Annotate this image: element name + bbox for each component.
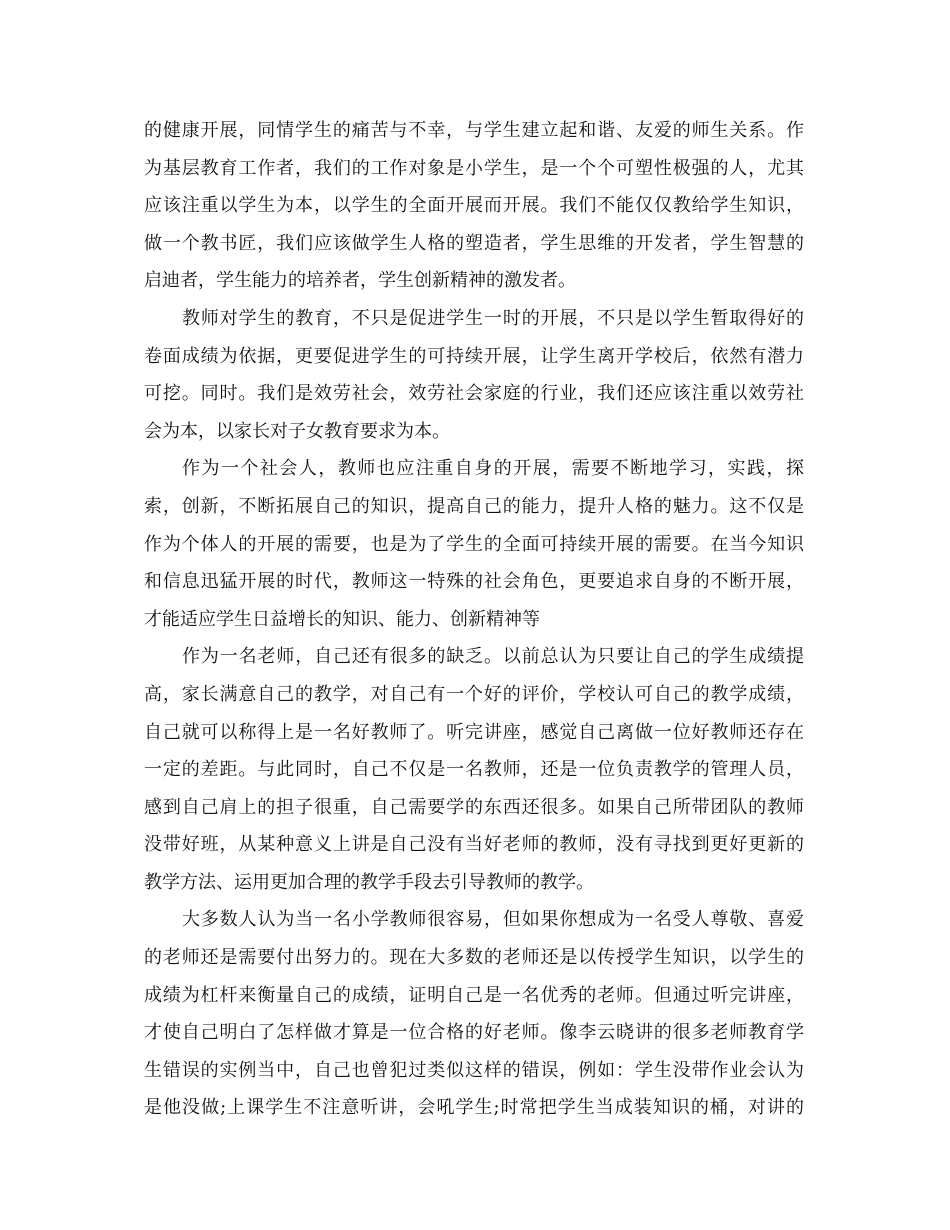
text-line: 索，创新，不断拓展自己的知识，提高自己的能力，提升人格的魅力。这不仅是 (144, 495, 804, 517)
text-line: 成绩为杠杆来衡量自己的成绩，证明自己是一名优秀的老师。但通过听完讲座， (144, 984, 804, 1006)
text-line: 生错误的实例当中，自己也曾犯过类似这样的错误，例如：学生没带作业会认为 (144, 1059, 804, 1081)
paragraph-first-line: 作为一个社会人，教师也应注重自身的开展，需要不断地学习，实践，探 (182, 458, 804, 480)
text-line: 和信息迅猛开展的时代，教师这一特殊的社会角色，更要追求自身的不断开展， (144, 571, 804, 593)
text-line: 作为个体人的开展的需要，也是为了学生的全面可持续开展的需要。在当今知识 (144, 533, 804, 555)
paragraph-first-line: 教师对学生的教育，不只是促进学生一时的开展，不只是以学生暂取得好的 (182, 307, 804, 329)
text-line: 高，家长满意自己的教学，对自己有一个好的评价，学校认可自己的教学成绩， (144, 683, 804, 705)
text-line: 为基层教育工作者，我们的工作对象是小学生，是一个个可塑性极强的人，尤其 (144, 157, 804, 179)
text-line: 才能适应学生日益增长的知识、能力、创新精神等 (144, 608, 540, 630)
text-line: 感到自己肩上的担子很重，自己需要学的东西还很多。如果自己所带团队的教师 (144, 796, 804, 818)
text-line: 才使自己明白了怎样做才算是一位合格的好老师。像李云晓讲的很多老师教育学 (144, 1022, 804, 1044)
text-line: 没带好班，从某种意义上讲是自己没有当好老师的教师，没有寻找到更好更新的 (144, 834, 804, 856)
text-line: 一定的差距。与此同时，自己不仅是一名教师，还是一位负责教学的管理人员， (144, 759, 804, 781)
text-line: 可挖。同时。我们是效劳社会，效劳社会家庭的行业，我们还应该注重以效劳社 (144, 383, 804, 405)
text-line: 启迪者，学生能力的培养者，学生创新精神的激发者。 (144, 270, 576, 292)
text-line: 会为本，以家长对子女教育要求为本。 (144, 420, 450, 442)
text-line: 做一个教书匠，我们应该做学生人格的塑造者，学生思维的开发者，学生智慧的 (144, 232, 804, 254)
document-body (144, 112, 804, 1127)
text-line: 的健康开展，同情学生的痛苦与不幸，与学生建立起和谐、友爱的师生关系。作 (144, 120, 804, 141)
text-line: 应该注重以学生为本，以学生的全面开展而开展。我们不能仅仅教给学生知识， (144, 195, 804, 217)
text-line: 的老师还是需要付出努力的。现在大多数的老师还是以传授学生知识，以学生的 (144, 947, 804, 969)
text-line: 卷面成绩为依据，更要促进学生的可持续开展，让学生离开学校后，依然有潜力 (144, 345, 804, 367)
text-line: 自己就可以称得上是一名好教师了。听完讲座，感觉自己离做一位好教师还存在 (144, 721, 804, 743)
text-line: 是他没做;上课学生不注意听讲，会吼学生;时常把学生当成装知识的桶，对讲的 (144, 1097, 804, 1119)
paragraph-first-line: 作为一名老师，自己还有很多的缺乏。以前总认为只要让自己的学生成绩提 (182, 646, 804, 668)
paragraph-first-line: 大多数人认为当一名小学教师很容易，但如果你想成为一名受人尊敬、喜爱 (182, 909, 804, 931)
text-line: 教学方法、运用更加合理的教学手段去引导教师的教学。 (144, 871, 594, 893)
